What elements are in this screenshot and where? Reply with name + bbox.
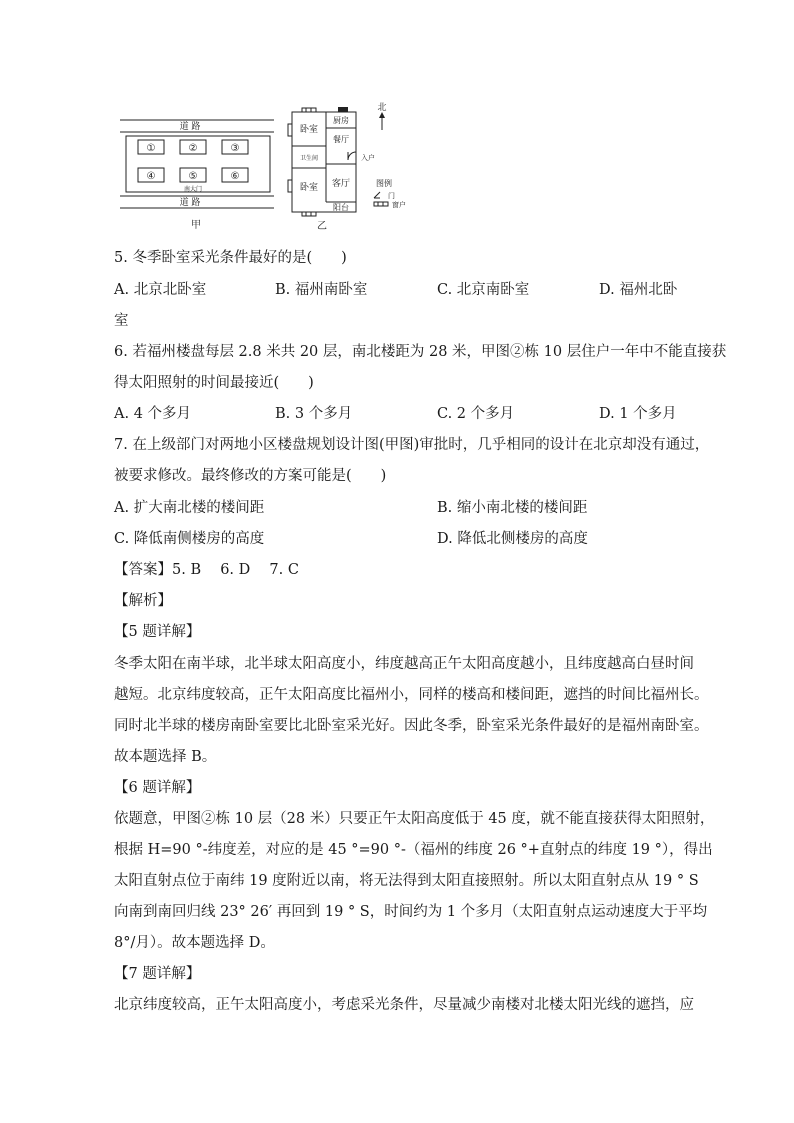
q7-option-a: A. 扩大南北楼的楼间距	[114, 500, 265, 516]
q6-detail-line-1: 依题意，甲图②栋 10 层（28 米）只要正午太阳高度低于 45 度，就不能直接获得太阳照射，	[114, 811, 715, 827]
site-plan-jia	[120, 120, 274, 208]
legend-title: 图例	[376, 179, 392, 188]
legend-window: 窗户	[392, 201, 406, 209]
question-6-stem-line1: 6. 若福州楼盘每层 2.8 米共 20 层，南北楼距为 28 米，甲图②栋 10 层住户一年中不能直接获	[114, 344, 727, 360]
building-6-label: ⑥	[230, 171, 240, 182]
q6-detail-line-3: 太阳直射点位于南纬 19 度附近以南，将无法得到太阳直接照射。所以太阳直射点从 19 ° S	[114, 873, 699, 889]
q5-option-d: D. 福州北卧	[599, 282, 678, 298]
room-dining: 餐厅	[333, 135, 349, 144]
figure-site-and-floor-plan	[112, 102, 422, 232]
building-2-label: ②	[188, 143, 198, 154]
room-bathroom: 卫生间	[299, 155, 319, 162]
question-7-stem-line2: 被要求修改。最终修改的方案可能是( )	[114, 468, 387, 484]
q6-detail-line-4: 向南到南回归线 23° 26′ 再回到 19 ° S，时间约为 1 个多月（太阳直射点运动速度大于平均	[114, 904, 708, 920]
q6-detail-line-5: 8°/月）。故本题选择 D。	[114, 935, 275, 951]
q6-option-b: B. 3 个多月	[275, 406, 353, 422]
north-label: 北	[377, 103, 387, 113]
legend-door: 门	[388, 192, 395, 200]
question-7-stem-line1: 7. 在上级部门对两地小区楼盘规划设计图(甲图)审批时，几乎相同的设计在北京却没有通过，	[114, 437, 710, 453]
road-top-label: 道 路	[179, 122, 201, 132]
entry-label: 入户	[361, 154, 375, 162]
building-1-label: ①	[146, 143, 156, 154]
room-kitchen: 厨房	[333, 116, 349, 125]
q7-option-c: C. 降低南侧楼房的高度	[114, 531, 265, 547]
q6-option-c: C. 2 个多月	[437, 406, 515, 422]
answer-line: 【答案】5. B 6. D 7. C	[114, 562, 299, 578]
q5-detail-line-1: 冬季太阳在南半球，北半球太阳高度小，纬度越高正午太阳高度越小，且纬度越高白昼时间	[114, 656, 694, 672]
q7-detail-title: 【7 题详解】	[114, 966, 201, 982]
q6-option-d: D. 1 个多月	[599, 406, 677, 422]
room-bedroom-top: 卧室	[299, 125, 319, 135]
q5-detail-title: 【5 题详解】	[114, 624, 201, 640]
building-5-label: ⑤	[188, 171, 198, 182]
q6-option-a: A. 4 个多月	[114, 406, 192, 422]
room-living: 客厅	[331, 179, 351, 189]
q5-detail-line-2: 越短。北京纬度较高，正午太阳高度比福州小，同样的楼高和楼间距，遮挡的时间比福州长。	[114, 687, 709, 703]
q6-detail-title: 【6 题详解】	[114, 780, 201, 796]
figure-yi-caption: 乙	[317, 221, 327, 232]
south-gate-label: 南大门	[183, 186, 203, 193]
question-5-stem: 5. 冬季卧室采光条件最好的是( )	[114, 250, 347, 266]
room-bedroom-bottom: 卧室	[299, 183, 319, 193]
q7-option-d: D. 降低北侧楼房的高度	[437, 531, 588, 547]
building-4-label: ④	[146, 171, 156, 182]
figure-jia-caption: 甲	[191, 220, 201, 231]
q7-detail-line-1: 北京纬度较高，正午太阳高度小，考虑采光条件，尽量减少南楼对北楼太阳光线的遮挡，应	[114, 997, 694, 1013]
q5-option-d-wrap: 室	[114, 313, 129, 329]
q5-option-b: B. 福州南卧室	[275, 282, 368, 298]
q5-detail-line-3: 同时北半球的楼房南卧室要比北卧室采光好。因此冬季，卧室采光条件最好的是福州南卧室。	[114, 718, 709, 734]
road-bottom-label: 道 路	[179, 198, 201, 208]
room-balcony: 阳台	[333, 203, 349, 212]
kitchen-chimney	[338, 107, 348, 112]
question-6-stem-line2: 得太阳照射的时间最接近( )	[114, 375, 314, 391]
building-3-label: ③	[230, 143, 240, 154]
q6-detail-line-2: 根据 H=90 °-纬度差，对应的是 45 °=90 °-（福州的纬度 26 °+直射点的纬度 19 °），得出	[114, 842, 713, 858]
q5-option-a: A. 北京北卧室	[114, 282, 207, 298]
q5-detail-line-4: 故本题选择 B。	[114, 749, 217, 765]
q7-option-b: B. 缩小南北楼的楼间距	[437, 500, 588, 516]
analysis-title: 【解析】	[114, 593, 172, 609]
q5-option-c: C. 北京南卧室	[437, 282, 530, 298]
